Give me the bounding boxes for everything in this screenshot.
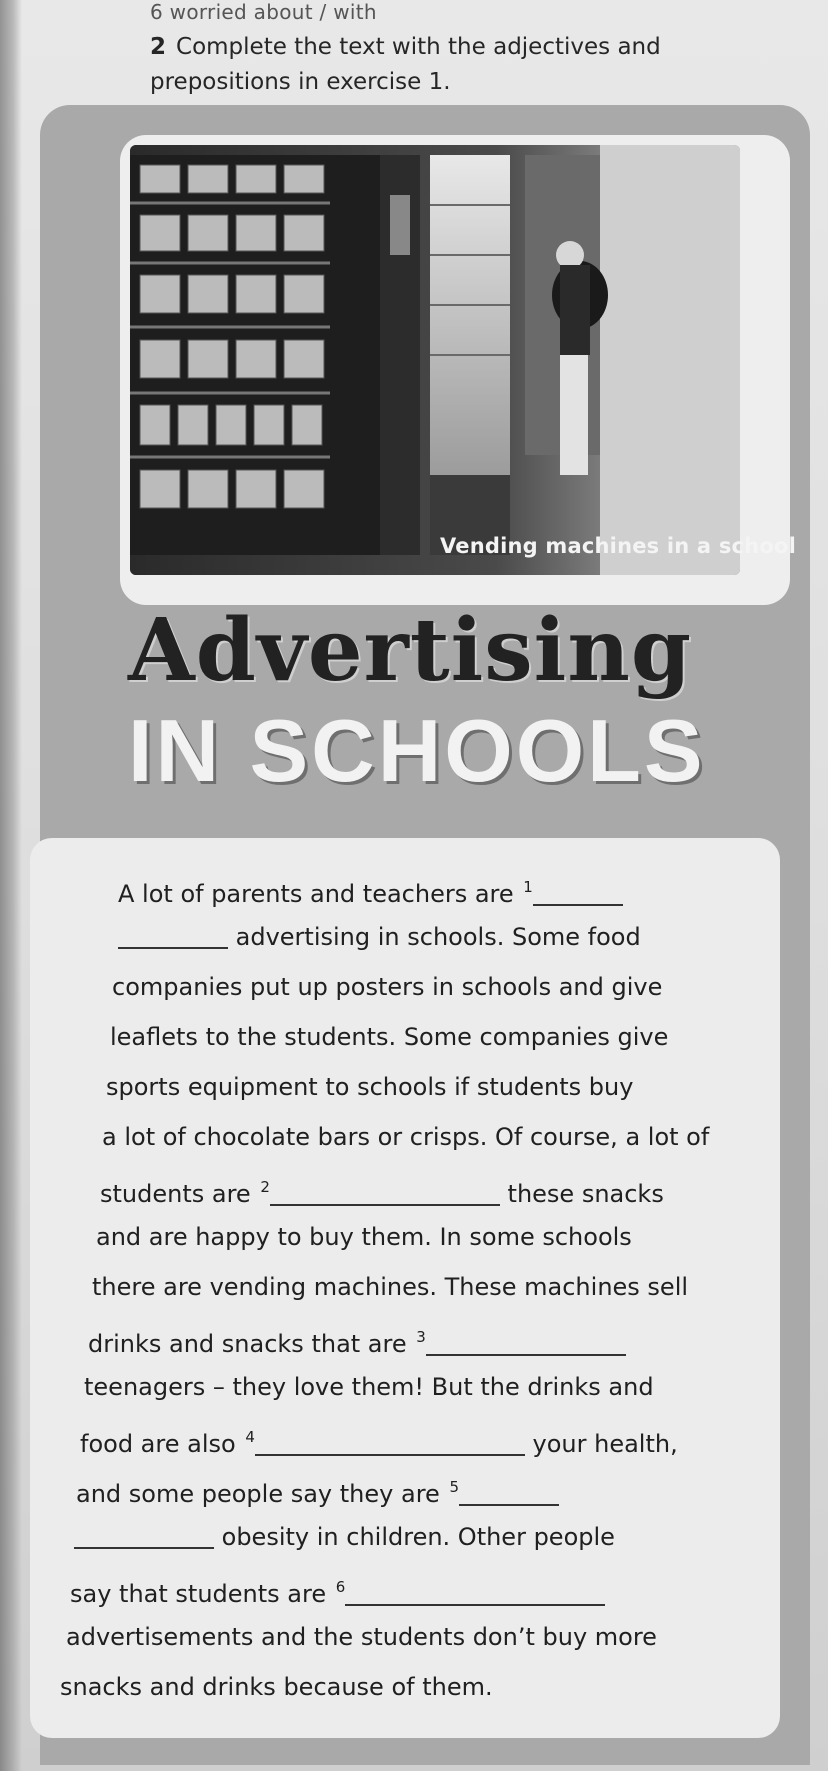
- page-header: 6 worried about / with: [150, 0, 377, 24]
- text-line: [60, 1312, 740, 1362]
- article-title: Advertising: [128, 600, 692, 701]
- text-segment: teenagers – they love them! But the drinks and: [84, 1373, 654, 1401]
- answer-blank[interactable]: [459, 1476, 559, 1506]
- exercise-number: 2: [150, 34, 167, 60]
- text-segment: advertisements and the students don’t buy more: [66, 1623, 657, 1651]
- text-segment: obesity in children. Other people: [221, 1523, 615, 1551]
- gap-number: 5: [449, 1478, 459, 1496]
- text-line: [60, 912, 740, 962]
- text-line: [60, 1062, 740, 1112]
- answer-blank[interactable]: [345, 1576, 605, 1606]
- text-segment: there are vending machines. These machines sell: [92, 1273, 689, 1301]
- text-segment: leaflets to the students. Some companies give: [110, 1023, 669, 1051]
- text-line: [60, 962, 740, 1012]
- text-line: [60, 1562, 740, 1612]
- text-segment: say that students are: [70, 1580, 327, 1608]
- text-segment: food are also: [80, 1430, 236, 1458]
- answer-blank[interactable]: [533, 876, 623, 906]
- gap-number: 6: [335, 1578, 346, 1596]
- text-segment: advertising in schools. Some food: [235, 923, 641, 951]
- text-segment: these snacks: [507, 1180, 664, 1208]
- text-segment: snacks and drinks because of them.: [60, 1673, 493, 1701]
- text-segment: and are happy to buy them. In some schools: [96, 1223, 632, 1251]
- text-segment: drinks and snacks that are: [88, 1330, 407, 1358]
- text-segment: students are: [100, 1180, 251, 1208]
- text-segment: and some people say they are: [76, 1480, 440, 1508]
- answer-blank[interactable]: [118, 919, 228, 949]
- text-segment: companies put up posters in schools and give: [112, 973, 663, 1001]
- vending-machine-illustration: [130, 145, 740, 575]
- text-line: [60, 1112, 740, 1162]
- article-text: [60, 862, 740, 1712]
- text-line: [60, 1362, 740, 1412]
- text-line: [60, 1512, 740, 1562]
- text-segment: A lot of parents and teachers are: [118, 880, 514, 908]
- exercise-instruction: [150, 30, 790, 100]
- text-line: [60, 1212, 740, 1262]
- gap-number: 4: [245, 1428, 255, 1446]
- text-line: [60, 1012, 740, 1062]
- photo-caption: Vending machines in a school: [440, 534, 796, 558]
- gap-number: 2: [260, 1178, 270, 1196]
- gap-number: 1: [523, 878, 533, 896]
- text-segment: sports equipment to schools if students buy: [106, 1073, 634, 1101]
- answer-blank[interactable]: [426, 1326, 626, 1356]
- answer-blank[interactable]: [74, 1519, 214, 1549]
- binding-shadow: [0, 0, 22, 1771]
- gap-number: 3: [416, 1328, 426, 1346]
- article-subtitle: IN SCHOOLS: [128, 701, 706, 800]
- text-segment: your health,: [532, 1430, 678, 1458]
- answer-blank[interactable]: [270, 1176, 500, 1206]
- exercise-text: Complete the text with the adjectives and prepositions in exercise 1.: [150, 34, 661, 95]
- text-line: [60, 1662, 740, 1712]
- text-line: [60, 1462, 740, 1512]
- text-segment: a lot of chocolate bars or crisps. Of course, a lot of: [102, 1123, 710, 1151]
- text-line: [60, 1162, 740, 1212]
- answer-blank[interactable]: [255, 1426, 525, 1456]
- text-line: [60, 1612, 740, 1662]
- vending-machine-photo: [130, 145, 740, 575]
- text-line: [60, 1412, 740, 1462]
- text-line: [60, 862, 740, 912]
- text-line: [60, 1262, 740, 1312]
